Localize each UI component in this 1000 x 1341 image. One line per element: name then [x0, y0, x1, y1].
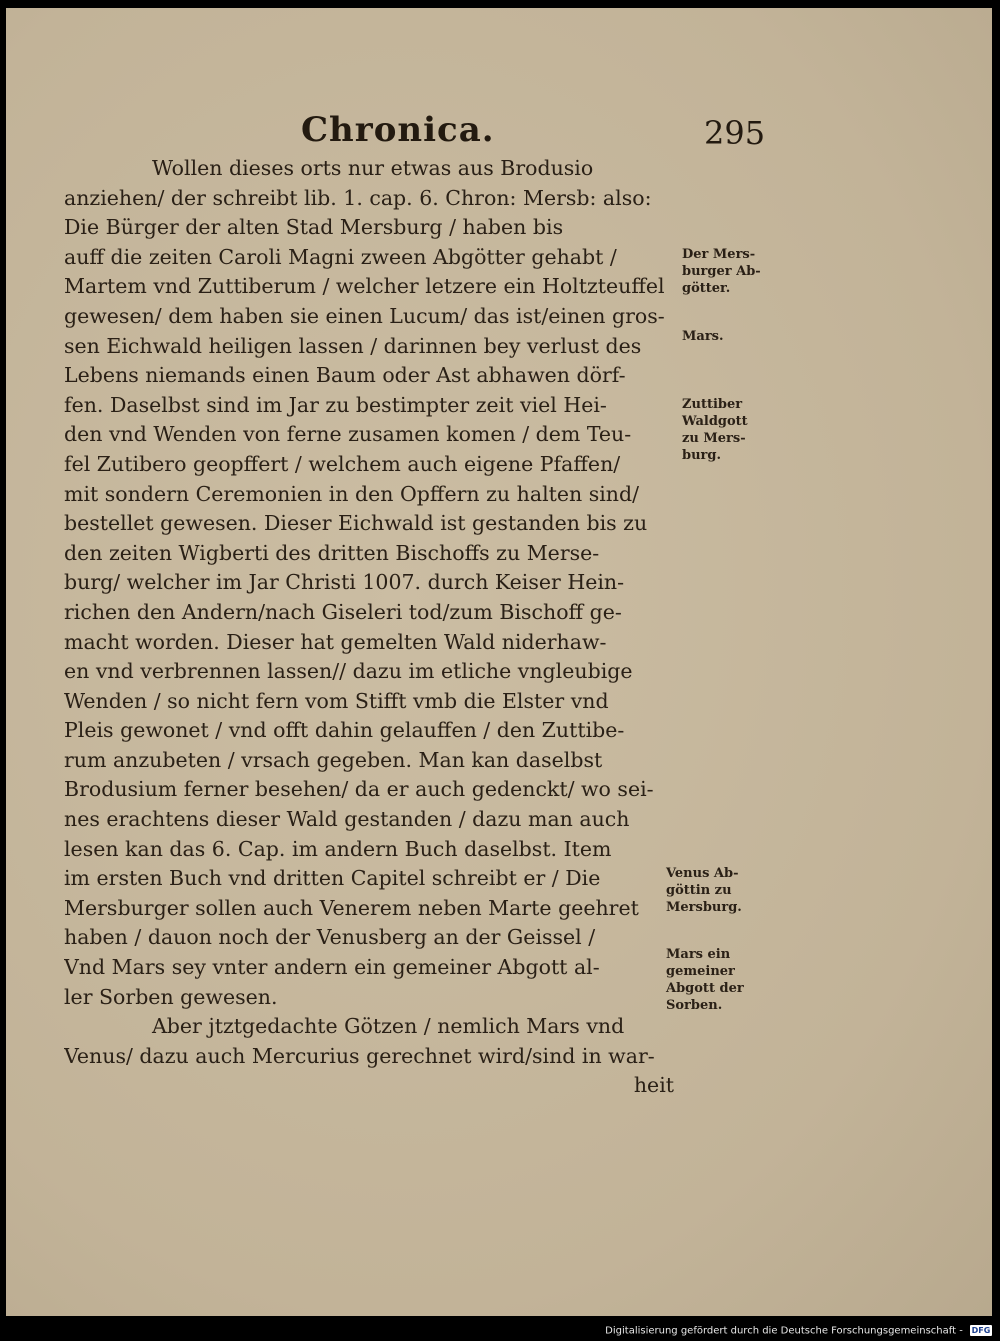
text-line: Aber jtztgedachte Götzen / nemlich Mars vnd — [152, 1014, 625, 1039]
text-line: Martem vnd Zuttiberum / welcher letzere ein Holtzteuffel — [64, 274, 665, 299]
running-title: Chronica. — [301, 110, 495, 150]
text-line: auff die zeiten Caroli Magni zween Abgötter gehabt / — [64, 244, 617, 269]
text-line: bestellet gewesen. Dieser Eichwald ist gestanden bis zu — [64, 511, 648, 536]
text-line: Vnd Mars sey vnter andern ein gemeiner Abgott al- — [64, 955, 600, 980]
margin-note: Zuttiber Waldgott zu Mers- burg. — [682, 397, 748, 463]
text-line: Brodusium ferner besehen/ da er auch gedenckt/ wo sei- — [64, 777, 654, 802]
text-line: fen. Daselbst sind im Jar zu bestimpter zeit viel Hei- — [64, 392, 607, 417]
document-page — [6, 8, 992, 1316]
text-line: lesen kan das 6. Cap. im andern Buch daselbst. Item — [64, 836, 612, 861]
text-line: Mersburger sollen auch Venerem neben Marte geehret — [64, 895, 639, 920]
text-line: richen den Andern/nach Giseleri tod/zum Bischoff ge- — [64, 599, 622, 624]
text-line: Pleis gewonet / vnd offt dahin gelauffen / den Zuttibe- — [64, 718, 625, 743]
page-header — [6, 110, 992, 154]
digitization-credit — [605, 1325, 992, 1337]
text-line: rum anzubeten / vrsach gegeben. Man kan daselbst — [64, 747, 603, 772]
text-line: gewesen/ dem haben sie einen Lucum/ das ist/einen gros- — [64, 303, 665, 328]
margin-note: Der Mers- burger Ab- götter. — [682, 247, 761, 296]
text-line: burg/ welcher im Jar Christi 1007. durch Keiser Hein- — [64, 570, 625, 595]
text-line: fel Zutibero geopffert / welchem auch eigene Pfaffen/ — [64, 451, 621, 476]
text-line: Wenden / so nicht fern vom Stifft vmb die Elster vnd — [64, 688, 609, 713]
text-line: den vnd Wenden von ferne zusamen komen / dem Teu- — [64, 422, 632, 447]
text-line: im ersten Buch vnd dritten Capitel schreibt er / Die — [64, 866, 601, 891]
text-line: sen Eichwald heiligen lassen / darinnen bey verlust des — [64, 333, 642, 358]
text-line: ler Sorben gewesen. — [64, 984, 278, 1009]
text-line: nes erachtens dieser Wald gestanden / dazu man auch — [64, 807, 630, 832]
margin-note: Mars. — [682, 329, 724, 344]
margin-note: Venus Ab- göttin zu Mersburg. — [666, 866, 742, 915]
text-line: mit sondern Ceremonien in den Opffern zu halten sind/ — [64, 481, 640, 506]
text-line: den zeiten Wigberti des dritten Bischoffs zu Merse- — [64, 540, 600, 565]
dfg-logo-icon: DFG — [971, 1326, 991, 1335]
text-line: en vnd verbrennen lassen// dazu im etliche vngleubige — [64, 659, 633, 684]
margin-note: Mars ein gemeiner Abgott der Sorben. — [666, 947, 744, 1013]
text-line: Lebens niemands einen Baum oder Ast abhawen dörf- — [64, 363, 626, 388]
catchword: heit — [633, 1073, 674, 1098]
text-line: Wollen dieses orts nur etwas aus Brodusio — [152, 156, 594, 180]
credit-text: Digitalisierung gefördert durch die Deutsche Forschungsgemeinschaft - — [605, 1325, 963, 1337]
text-line: Die Bürger der alten Stad Mersburg / haben bis — [64, 215, 564, 240]
text-line: haben / dauon noch der Venusberg an der Geissel / — [64, 925, 596, 950]
text-line: anziehen/ der schreibt lib. 1. cap. 6. Chron: Mersb: also: — [64, 185, 652, 210]
body-text — [64, 154, 684, 1101]
page-number: 295 — [704, 114, 766, 152]
text-line: Venus/ dazu auch Mercurius gerechnet wird/sind in war- — [64, 1043, 655, 1068]
text-line: macht worden. Dieser hat gemelten Wald niderhaw- — [64, 629, 607, 654]
